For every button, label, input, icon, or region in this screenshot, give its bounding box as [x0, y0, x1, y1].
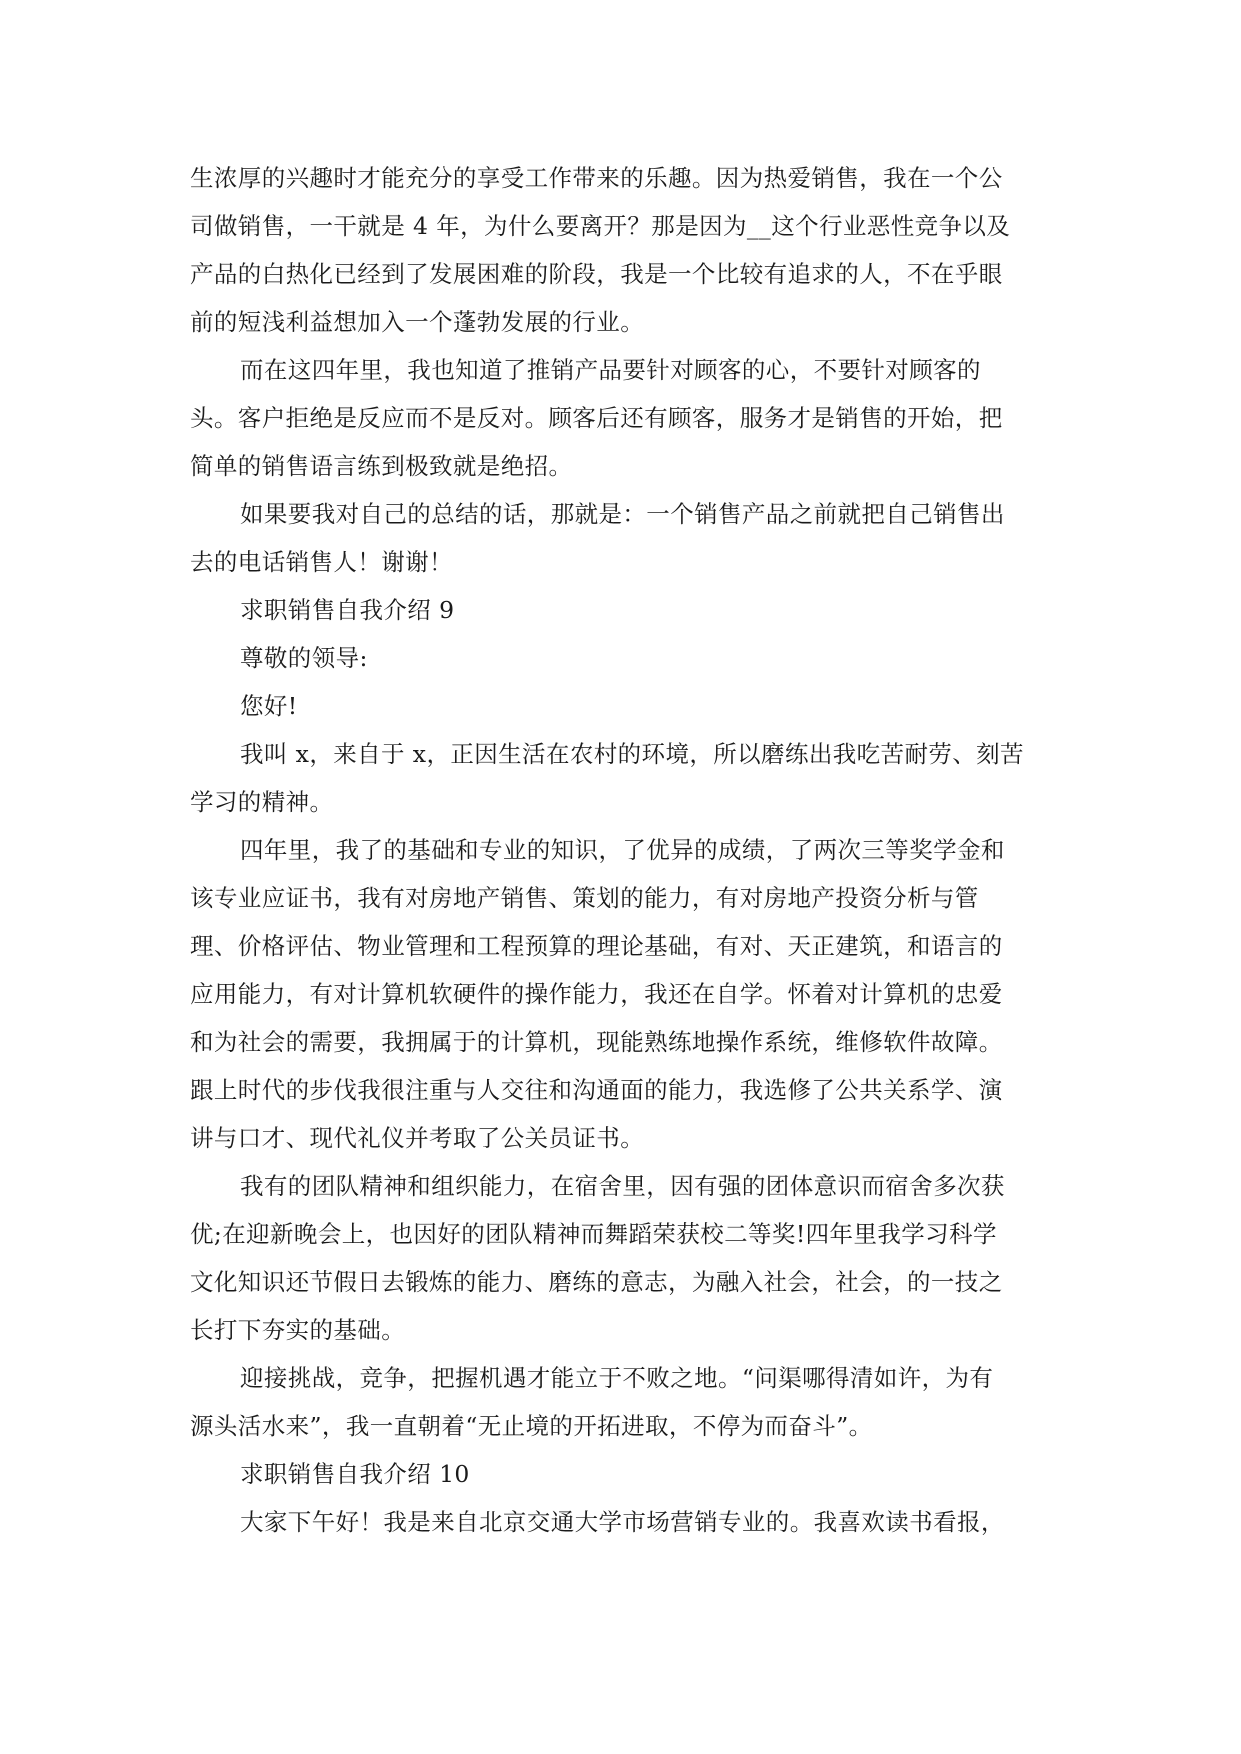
text-line: 长打下夯实的基础。 [190, 1316, 406, 1344]
paragraph-first-line: 大家下午好！我是来自北京交通大学市场营销专业的。我喜欢读书看报， [240, 1508, 1005, 1536]
text-line: 理、价格评估、物业管理和工程预算的理论基础，有对、天正建筑，和语言的 [190, 932, 1003, 960]
text-line: 源头活水来”，我一直朝着“无止境的开拓进取，不停为而奋斗”。 [190, 1412, 873, 1440]
text-line: 前的短浅利益想加入一个蓬勃发展的行业。 [190, 308, 645, 336]
text-line: 简单的销售语言练到极致就是绝招。 [190, 452, 573, 480]
paragraph-first-line: 如果要我对自己的总结的话，那就是：一个销售产品之前就把自己销售出 [240, 500, 1005, 528]
text-line: 文化知识还节假日去锻炼的能力、磨练的意志，为融入社会，社会，的一技之 [190, 1268, 1003, 1296]
section-heading: 求职销售自我介绍 10 [240, 1460, 470, 1488]
text-line: 去的电话销售人！谢谢！ [190, 548, 453, 576]
text-line: 学习的精神。 [190, 788, 334, 816]
paragraph-first-line: 迎接挑战，竞争，把握机遇才能立于不败之地。“问渠哪得清如许，为有 [240, 1364, 994, 1392]
text-line: 司做销售，一干就是 4 年，为什么要离开？那是因为__这个行业恶性竞争以及 [190, 212, 1011, 240]
salutation: 尊敬的领导: [240, 644, 368, 672]
greeting: 您好! [240, 692, 298, 720]
document-body [190, 154, 1050, 1546]
text-line: 产品的白热化已经到了发展困难的阶段，我是一个比较有追求的人，不在乎眼 [190, 260, 1003, 288]
paragraph-first-line: 我有的团队精神和组织能力，在宿舍里，因有强的团体意识而宿舍多次获 [240, 1172, 1005, 1200]
section-heading: 求职销售自我介绍 9 [240, 596, 455, 624]
paragraph-first-line: 我叫 x，来自于 x，正因生活在农村的环境，所以磨练出我吃苦耐劳、刻苦 [240, 740, 1024, 768]
text-line: 跟上时代的步伐我很注重与人交往和沟通面的能力，我选修了公共关系学、演 [190, 1076, 1003, 1104]
text-line: 该专业应证书，我有对房地产销售、策划的能力，有对房地产投资分析与管 [190, 884, 979, 912]
text-line: 讲与口才、现代礼仪并考取了公关员证书。 [190, 1124, 645, 1152]
text-line: 头。客户拒绝是反应而不是反对。顾客后还有顾客，服务才是销售的开始，把 [190, 404, 1003, 432]
text-line: 优;在迎新晚会上，也因好的团队精神而舞蹈荣获校二等奖!四年里我学习科学 [190, 1220, 997, 1248]
text-line: 应用能力，有对计算机软硬件的操作能力，我还在自学。怀着对计算机的忠爱 [190, 980, 1003, 1008]
text-line: 生浓厚的兴趣时才能充分的享受工作带来的乐趣。因为热爱销售，我在一个公 [190, 164, 1003, 192]
paragraph-first-line: 四年里，我了的基础和专业的知识，了优异的成绩，了两次三等奖学金和 [240, 836, 1005, 864]
text-line: 和为社会的需要，我拥属于的计算机，现能熟练地操作系统，维修软件故障。 [190, 1028, 1003, 1056]
paragraph-first-line: 而在这四年里，我也知道了推销产品要针对顾客的心，不要针对顾客的 [240, 356, 981, 384]
